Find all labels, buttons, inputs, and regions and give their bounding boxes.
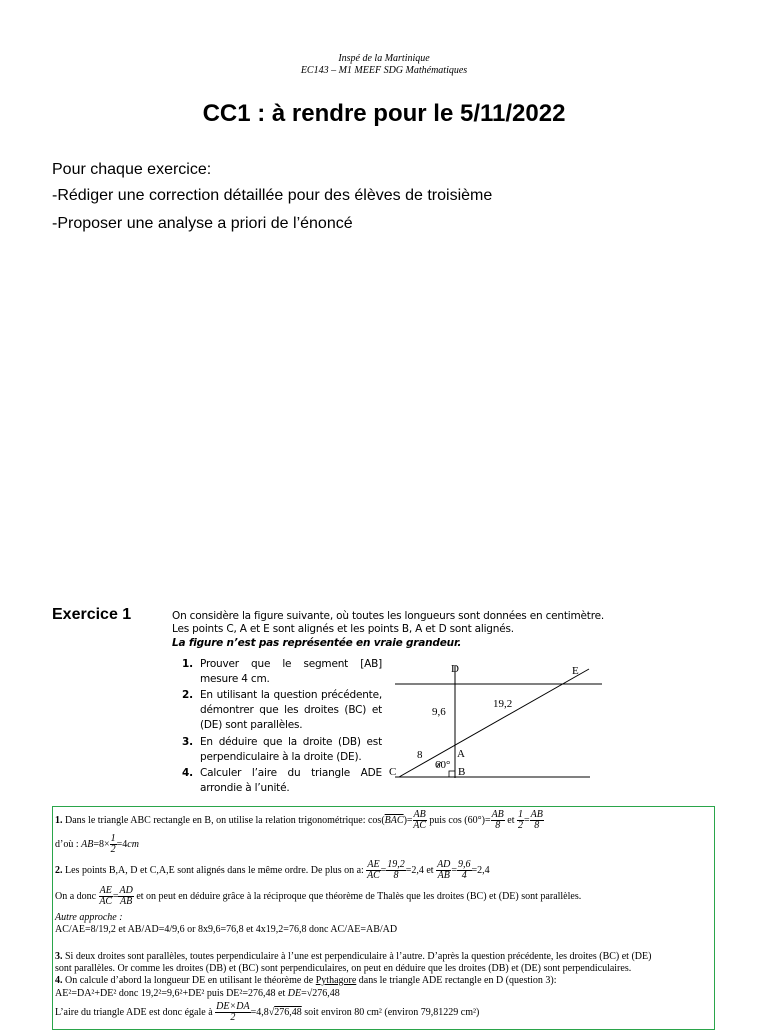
solution-text: On calcule d’abord la longueur DE en utilisant le théorème de <box>65 975 314 986</box>
question-number: 4. <box>182 767 193 779</box>
denominator: AC <box>367 870 380 881</box>
numerator: AB <box>491 809 504 820</box>
solution-4-line-3 <box>55 1002 715 1023</box>
fraction-96-4 <box>457 860 472 881</box>
label-d: D <box>451 663 459 675</box>
solution-4-line-2 <box>55 988 715 1000</box>
solution-1-result <box>55 834 715 855</box>
intro-line-3: -Proposer une analyse a priori de l’énoncé <box>52 215 353 232</box>
fraction-ab-8 <box>491 810 505 831</box>
text-et: et <box>507 814 515 826</box>
label-e: E <box>572 665 579 677</box>
conclusion-text: et on peut en déduire grâce à la réciproque que théorème de Thalès que les droites (BC) et (DE) sont parallèles. <box>136 890 582 902</box>
fraction-ab-8b <box>530 810 544 831</box>
question-text: En utilisant la question précédente, démontrer que les droites (BC) et (DE) sont parallèles. <box>200 689 382 731</box>
solution-3-line-1 <box>55 951 715 963</box>
solution-number: 3. <box>55 951 63 962</box>
line-ce <box>399 669 589 777</box>
label-b: B <box>458 766 466 778</box>
fraction-1-2 <box>517 810 524 831</box>
solution-text: Les points B,A, D et C,A,E sont alignés dans le même ordre. De plus on a: <box>65 864 364 876</box>
fraction-ad-ab <box>436 860 451 881</box>
angle-bac: $\overline{BAC}$ <box>384 814 404 826</box>
result-mult: =8× <box>93 838 110 850</box>
numerator: AB <box>413 809 426 820</box>
intro-line-1: Pour chaque exercice: <box>52 161 212 178</box>
result-text: =2,4 <box>471 864 490 876</box>
numerator: 19,2 <box>387 859 405 870</box>
solution-number: 1. <box>55 814 63 826</box>
numerator: AD <box>119 885 133 896</box>
numerator: 9,6 <box>458 859 471 870</box>
denominator: 2 <box>518 820 524 831</box>
denominator: AB <box>437 870 450 881</box>
sqrt-sign: √ <box>268 1006 275 1018</box>
question-number: 3. <box>182 736 193 748</box>
result-text: =2,4 et <box>405 864 434 876</box>
solution-text: Dans le triangle ABC rectangle en B, on utilise la relation trigonométrique: <box>65 814 366 826</box>
text-60: (60°) <box>464 814 485 826</box>
pythagore-calc: AE²=DA²+DE² donc 19,2²=9,6²+DE² puis DE²=276,48 et <box>55 988 286 999</box>
fraction-ad-ab-2 <box>118 886 133 907</box>
question-text: En déduire que la droite (DB) est perpendiculaire à la droite (DE). <box>200 736 382 763</box>
area-text: L’aire du triangle ADE est donc égale à <box>55 1006 213 1018</box>
solution-text: Si deux droites sont parallèles, toutes perpendiculaire à l’une est perpendiculaire à l’autre. D’après la question précédente, les droites (BC) et (DE) <box>65 951 652 962</box>
question-4 <box>182 766 382 796</box>
denominator: 8 <box>534 820 540 831</box>
pythagore-link: Pythagore <box>315 975 357 986</box>
length-ac: 8 <box>417 749 423 761</box>
solution-2-conclusion: On a donc $\frac{AE}{AC}$ = $\frac{AD}{AB}$ et on peut en déduire grâce à la réciproque que théorème de Thalès que les droites (BC) et (DE) sont parallèles. <box>55 885 582 907</box>
angle-60: 60° <box>435 759 451 771</box>
numerator: 1 <box>110 833 116 844</box>
label-a: A <box>457 748 465 760</box>
question-1 <box>182 657 382 687</box>
solution-number: 2. <box>55 864 63 876</box>
page-title: CC1 : à rendre pour le 5/11/2022 <box>202 100 566 127</box>
question-3 <box>182 735 382 765</box>
numerator: DE×DA <box>216 1001 250 1012</box>
solution-2-alt-text: AC/AE=8/19,2 et AB/AD=4/9,6 or 8x9,6=76,8 et 4x19,2=76,8 donc AC/AE=AB/AD <box>55 924 398 935</box>
denominator: AB <box>120 896 133 907</box>
exercise-statement: On considère la figure suivante, où toutes les longueurs sont données en centimètre. Les points C, A et E sont alignés et les points B, A et D sont alignés. <box>172 610 604 635</box>
question-number: 2. <box>182 689 193 701</box>
denominator: 8 <box>495 820 501 831</box>
denominator: 2 <box>110 844 116 855</box>
denominator: AC <box>99 896 113 907</box>
numerator: AE <box>367 859 380 870</box>
result-value: =4 <box>116 838 128 850</box>
length-ad: 9,6 <box>432 706 446 718</box>
text-dou: d’où : <box>55 838 79 850</box>
area-coef: =4,8 <box>250 1006 269 1018</box>
denominator: 8 <box>393 870 399 881</box>
solution-2-alt-title: Autre approche : <box>55 912 123 923</box>
solution-1-line: 1. Dans le triangle ABC rectangle en B, on utilise la relation trigonométrique: $\cos(\overline{BAC})=$ $\frac{AB}{AC}$ puis cos (60°)= $\frac{AB}{8}$ et $\frac{1}{2}$ = $\frac{AB}{8}$ <box>55 809 543 831</box>
numerator: 1 <box>518 809 524 820</box>
header-institution: Inspé de la Martinique <box>338 53 430 64</box>
result-unit: cm <box>127 838 139 850</box>
solution-number: 4. <box>55 975 63 986</box>
right-angle-mark <box>449 771 455 777</box>
cos-label: cos <box>367 814 382 826</box>
exercise-note: La figure n’est pas représentée en vraie grandeur. <box>172 637 462 649</box>
solution-3-line-2: sont parallèles. Or comme les droites (DB) et (BC) sont perpendiculaires, on peut en déduire que les droites (DB) et (DE) sont perpendiculaires. <box>55 963 632 974</box>
fraction-ab-ac <box>413 810 427 831</box>
numerator: AB <box>530 809 543 820</box>
numerator: AE <box>99 885 112 896</box>
exercise-label: Exercice 1 <box>52 606 132 623</box>
solution-4-line-1 <box>55 975 715 987</box>
fraction-half <box>110 834 117 855</box>
denominator: AC <box>413 820 427 831</box>
sqrt-value: 276,48 <box>274 1006 302 1018</box>
denominator: 4 <box>461 870 467 881</box>
result-ab: AB <box>81 838 94 850</box>
solution-text-b: dans le triangle ADE rectangle en D (question 3): <box>358 975 557 986</box>
text-puis: puis cos <box>429 814 462 826</box>
numerator: AD <box>437 859 451 870</box>
fraction-ae-ac <box>366 860 380 881</box>
area-result: soit environ 80 cm² (environ 79,81229 cm²) <box>304 1006 480 1018</box>
de-value: =√276,48 <box>301 988 340 999</box>
de-symbol: DE <box>287 988 302 999</box>
intro-line-2: -Rédiger une correction détaillée pour des élèves de troisième <box>52 187 493 204</box>
question-number: 1. <box>182 658 193 670</box>
fraction-192-8 <box>386 860 406 881</box>
text-donc: On a donc <box>55 890 97 902</box>
fraction-area <box>215 1002 250 1023</box>
fraction-ae-ac-2 <box>99 886 113 907</box>
geometry-figure <box>385 660 605 785</box>
length-ae: 19,2 <box>493 698 513 710</box>
question-text: Calculer l’aire du triangle ADE arrondie à l’unité. <box>200 767 382 794</box>
header-course: EC143 – M1 MEEF SDG Mathématiques <box>300 65 468 76</box>
question-text: Prouver que le segment [AB] mesure 4 cm. <box>200 658 382 685</box>
denominator: 2 <box>230 1012 236 1023</box>
solution-2-line: 2. Les points B,A, D et C,A,E sont alignés dans le même ordre. De plus on a: $\frac{AE}{AC}$ = $\frac{19,2}{8}$ =2,4 et $\frac{AD}{AB}$ = $\frac{9,6}{4}$ =2,4 <box>55 859 490 881</box>
label-c: C <box>389 766 397 778</box>
question-2 <box>182 688 382 733</box>
